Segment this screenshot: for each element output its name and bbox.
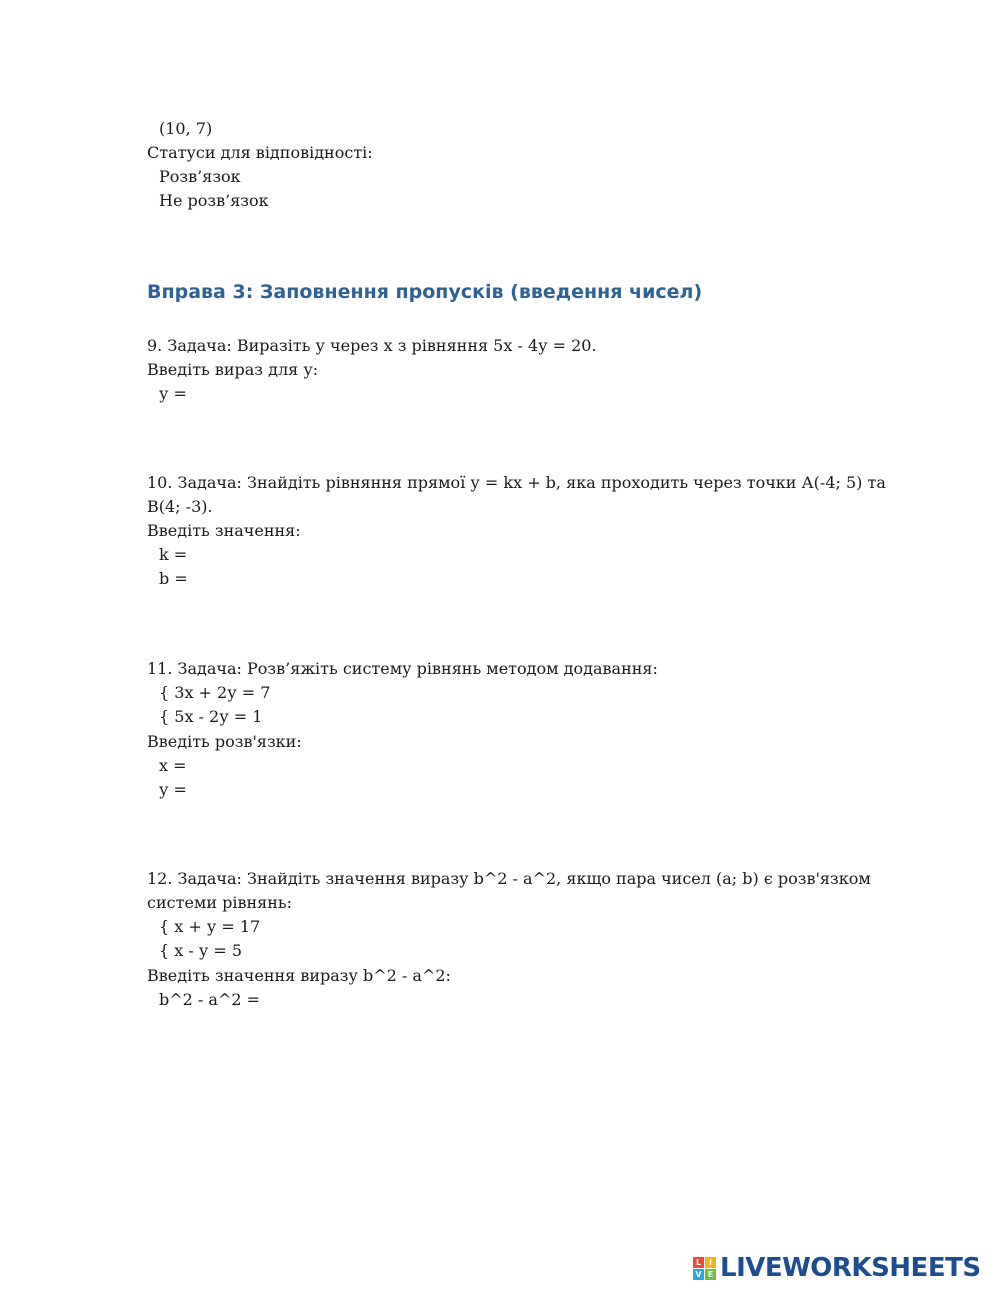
task9-answer-label: у = bbox=[159, 384, 187, 403]
statuses-label: Статуси для відповідності: bbox=[147, 143, 373, 162]
liveworksheets-logo bbox=[693, 1253, 981, 1283]
task12-answer-label: b^2 - a^2 = bbox=[159, 990, 261, 1009]
task11-prompt: Введіть розв'язки: bbox=[147, 732, 302, 751]
task11-y-label: у = bbox=[159, 780, 187, 799]
task12-prompt: Введіть значення виразу b^2 - a^2: bbox=[147, 966, 451, 985]
logo-tile: E bbox=[705, 1269, 716, 1280]
logo-tile: L bbox=[693, 1257, 704, 1268]
status-not-solved: Не розв’язок bbox=[159, 191, 269, 210]
task12-text-line2: системи рівнянь: bbox=[147, 893, 292, 912]
task10-prompt: Введіть значення: bbox=[147, 521, 301, 540]
task10-text-line1: 10. Задача: Знайдіть рівняння прямої у = kx + b, яка проходить через точки А(-4; 5) та bbox=[147, 473, 886, 492]
task11-x-label: х = bbox=[159, 756, 187, 775]
task10-b-label: b = bbox=[159, 569, 188, 588]
pair-option: (10, 7) bbox=[159, 119, 213, 138]
logo-tile: V bbox=[693, 1269, 704, 1280]
task10-text-line2: В(4; -3). bbox=[147, 497, 213, 516]
task11-eq1: { 3х + 2у = 7 bbox=[159, 683, 271, 702]
logo-wordmark: LIVEWORKSHEETS bbox=[720, 1253, 981, 1283]
logo-tile: I bbox=[705, 1257, 716, 1268]
task10-k-label: k = bbox=[159, 545, 188, 564]
status-solved: Розв’язок bbox=[159, 167, 241, 186]
task11-text: 11. Задача: Розв’яжіть систему рівнянь методом додавання: bbox=[147, 659, 658, 678]
task11-eq2: { 5х - 2у = 1 bbox=[159, 707, 263, 726]
task9-prompt: Введіть вираз для у: bbox=[147, 360, 319, 379]
task12-eq2: { х - у = 5 bbox=[159, 941, 243, 960]
section-title: Вправа 3: Заповнення пропусків (введення чисел) bbox=[147, 281, 703, 303]
task12-eq1: { х + у = 17 bbox=[159, 917, 261, 936]
task9-text: 9. Задача: Виразіть у через х з рівняння 5х - 4у = 20. bbox=[147, 336, 597, 355]
task12-text-line1: 12. Задача: Знайдіть значення виразу b^2 - a^2, якщо пара чисел (a; b) є розв'язком bbox=[147, 869, 871, 888]
logo-tiles-icon bbox=[693, 1257, 716, 1280]
